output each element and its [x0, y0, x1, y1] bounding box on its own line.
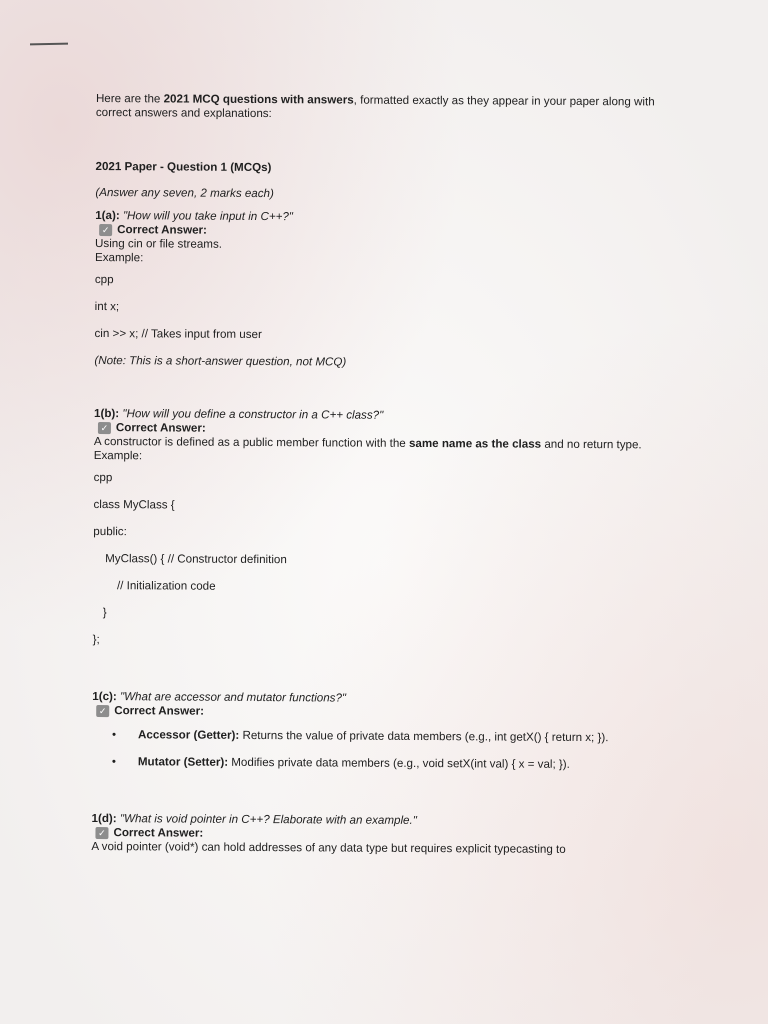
spacer	[94, 377, 666, 410]
question-1c	[92, 690, 664, 772]
answer-1b-part1: A constructor is defined as a public member function with the	[93, 434, 410, 450]
code-line: MyClass() { // Constructor definition	[105, 552, 287, 567]
example-label: Example:	[93, 448, 143, 463]
checkmark-icon: ✓	[95, 827, 108, 839]
list-item	[92, 728, 664, 745]
bullet-term: Mutator (Setter):	[137, 755, 229, 769]
question-1a-text: "How will you take input in C++?"	[122, 209, 293, 224]
list-item	[92, 755, 664, 772]
pen-mark	[30, 43, 68, 46]
code-block-1a	[94, 273, 666, 357]
intro-paragraph	[96, 92, 668, 123]
checkmark-icon: ✓	[98, 422, 111, 434]
answer-label: Correct Answer:	[114, 704, 205, 718]
question-1c-text: "What are accessor and mutator functions?"	[119, 690, 347, 705]
example-label: Example:	[94, 250, 144, 265]
code-line: cpp	[94, 272, 114, 287]
paper-heading: 2021 Paper - Question 1 (MCQs)	[95, 159, 272, 175]
question-1a-number: 1(a):	[95, 208, 120, 223]
question-1c-number: 1(c):	[92, 689, 117, 704]
checkmark-icon: ✓	[99, 224, 112, 236]
question-1b	[93, 407, 667, 663]
code-line: public:	[93, 524, 127, 539]
answer-label: Correct Answer:	[113, 826, 204, 840]
intro-text-2: , formatted exactly as they appear in your paper along with correct answers and explanations:	[95, 93, 655, 121]
document-content	[91, 92, 668, 857]
answer-label: Correct Answer:	[117, 223, 207, 237]
question-1b-number: 1(b):	[93, 406, 120, 421]
intro-text-1: Here are the	[95, 92, 164, 106]
answer-label: Correct Answer:	[115, 421, 206, 435]
bullet-text: Modifies private data members (e.g., void setX(int val) { x = val; }).	[228, 755, 570, 771]
code-line: cpp	[93, 470, 113, 485]
bullet-text: Returns the value of private data members (e.g., int getX() { return x; }).	[239, 728, 609, 745]
code-line: // Initialization code	[116, 579, 216, 593]
question-1d	[91, 812, 663, 857]
code-line: cin >> x; // Takes input from user	[94, 326, 262, 342]
code-line: };	[92, 632, 100, 647]
note-text: (Note: This is a short-answer question, not MCQ)	[94, 353, 347, 369]
question-1d-text: "What is void pointer in C++? Elaborate with an example."	[119, 812, 417, 827]
question-1a	[94, 209, 667, 371]
answer-1d-text: A void pointer (void*) can hold addresses of any data type but requires explicit typecasting to	[91, 839, 566, 856]
answer-1b-bold: same name as the class	[408, 436, 542, 451]
question-1b-text: "How will you define a constructor in a C++ class?"	[122, 407, 384, 422]
answer-1c-list	[92, 728, 664, 772]
question-1d-number: 1(d):	[91, 811, 117, 826]
checkmark-icon: ✓	[96, 705, 109, 717]
answer-1b-part2: and no return type.	[541, 437, 642, 452]
code-line: }	[102, 606, 107, 620]
code-block-1b	[93, 471, 666, 663]
code-line: class MyClass {	[93, 497, 175, 512]
spacer	[92, 782, 664, 815]
answer-1a-text: Using cin or file streams.	[95, 236, 223, 251]
intro-bold: 2021 MCQ questions with answers	[163, 92, 354, 107]
bullet-term: Accessor (Getter):	[138, 728, 240, 742]
spacer	[92, 660, 664, 693]
answer-1c-label	[96, 704, 664, 721]
instruction-text: (Answer any seven, 2 marks each)	[95, 185, 274, 201]
code-line: int x;	[94, 299, 120, 314]
